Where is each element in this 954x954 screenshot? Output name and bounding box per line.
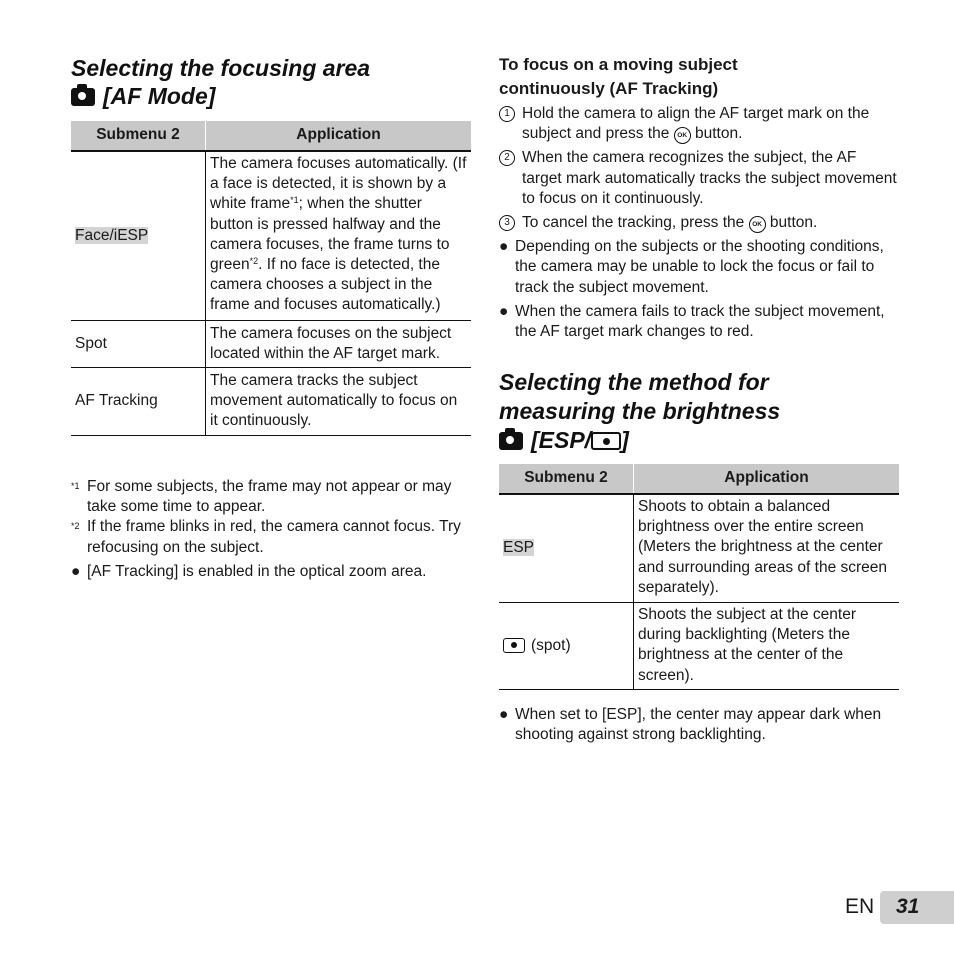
af-mode-title-line2: [AF Mode] xyxy=(103,83,216,109)
step-item: 1 Hold the camera to align the AF target mark on the subject and press the OK button. xyxy=(499,104,899,144)
application-cell: Shoots to obtain a balanced brightness over the entire screen (Meters the brightness at the center and surrounding areas of the screen separately). xyxy=(634,494,900,603)
page-number: 31 xyxy=(896,895,920,918)
table-header-submenu: Submenu 2 xyxy=(499,464,634,494)
step-item: 3 To cancel the tracking, press the OK button. xyxy=(499,213,899,233)
camera-icon xyxy=(499,432,523,450)
ok-button-icon: OK xyxy=(674,127,691,144)
af-tracking-subheading: To focus on a moving subject continuously (AF Tracking) xyxy=(499,55,738,98)
language-label: EN xyxy=(845,895,875,918)
table-header-application: Application xyxy=(634,464,900,494)
application-cell: The camera focuses automatically. (If a face is detected, it is shown by a white frame$^{*1}$; when the shutter button is pressed halfway and the camera focuses, the frame turns to green$^{*2}$. If no face is detected, the camera chooses a subject in the frame and focuses automatically.) xyxy=(206,151,472,320)
table-row xyxy=(71,320,471,367)
bullet-item: ● When the camera fails to track the subject movement, the AF target mark changes to red. xyxy=(499,302,885,341)
esp-title-line1: Selecting the method for xyxy=(499,369,769,395)
ok-button-icon: OK xyxy=(749,216,766,233)
footnote: *2 If the frame blinks in red, the camera cannot focus. Try refocusing on the subject. xyxy=(71,518,461,556)
af-mode-table xyxy=(71,121,471,436)
af-mode-title-line1: Selecting the focusing area xyxy=(71,55,371,81)
page-number-tab xyxy=(880,891,954,924)
submenu-spot: (spot) xyxy=(499,603,634,690)
footnotes xyxy=(71,477,471,582)
esp-title: Selecting the method for measuring the brightness [ESP/ ] xyxy=(499,368,899,455)
table-row xyxy=(71,368,471,436)
submenu-spot: Spot xyxy=(71,320,206,367)
metering-table xyxy=(499,464,899,690)
spot-metering-icon xyxy=(591,432,621,450)
table-header-submenu: Submenu 2 xyxy=(71,121,206,151)
bullet-item: ● When set to [ESP], the center may appear dark when shooting against strong backlighting. xyxy=(499,706,882,744)
submenu-esp: ESP xyxy=(503,539,535,557)
table-row xyxy=(71,151,471,320)
step-item: 2 When the camera recognizes the subject, the AF target mark automatically tracks the subject movement to focus on it continuously. xyxy=(499,148,899,209)
bullet-item: ● [AF Tracking] is enabled in the optical zoom area. xyxy=(71,562,427,580)
submenu-af-tracking: AF Tracking xyxy=(71,368,206,436)
application-cell: Shoots the subject at the center during backlighting (Meters the brightness at the center of the screen). xyxy=(634,603,900,690)
submenu-face-iesp: Face/iESP xyxy=(75,226,149,244)
footnote: *1 For some subjects, the frame may not appear or may take some time to appear. xyxy=(71,478,452,516)
application-cell: The camera tracks the subject movement automatically to focus on it continuously. xyxy=(206,368,472,436)
steps-list xyxy=(499,104,899,342)
camera-icon xyxy=(71,88,95,106)
application-cell: The camera focuses on the subject located within the AF target mark. xyxy=(206,320,472,367)
table-header-application: Application xyxy=(206,121,472,151)
footnote-ref-1: *1 xyxy=(290,195,299,206)
af-mode-title xyxy=(71,54,471,110)
esp-title-line2: measuring the brightness xyxy=(499,398,781,424)
table-row xyxy=(499,603,899,690)
footnote-ref-2: *2 xyxy=(249,256,259,267)
bullet-item: ● Depending on the subjects or the shooting conditions, the camera may be unable to lock the focus or fail to track the subject movement. xyxy=(499,238,884,296)
table-row xyxy=(499,494,899,603)
spot-metering-icon xyxy=(503,638,525,653)
